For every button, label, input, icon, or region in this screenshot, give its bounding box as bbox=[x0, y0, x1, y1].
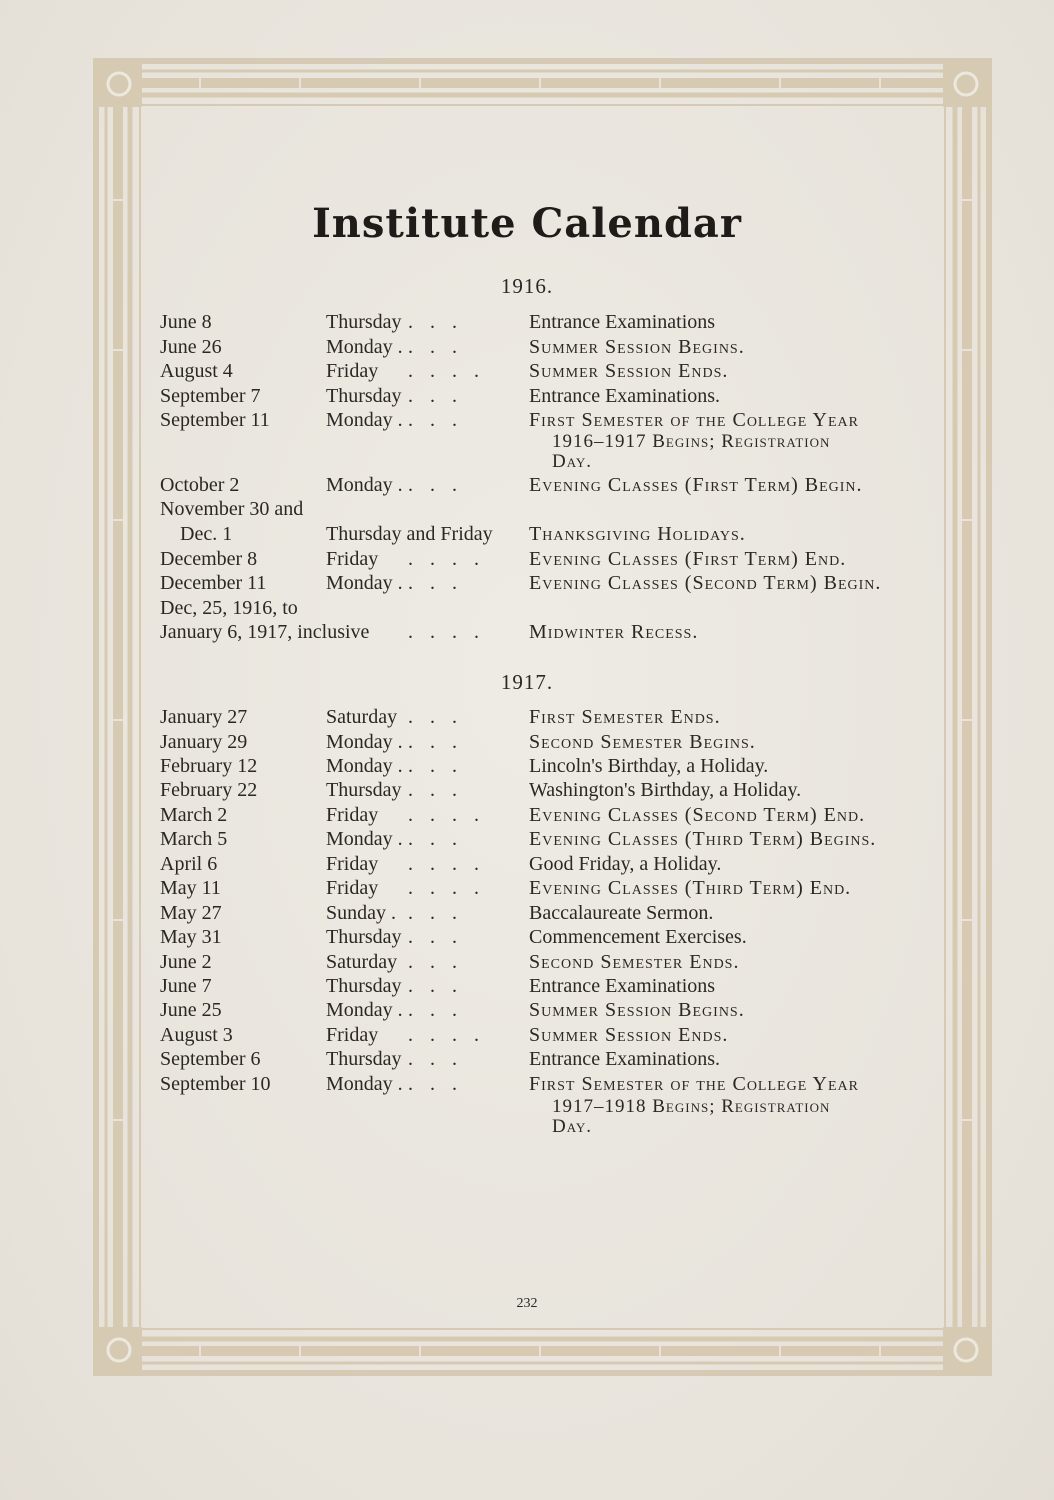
calendar-row bbox=[0, 852, 1054, 876]
day-cell: Thursday bbox=[326, 1048, 402, 1070]
date-cell: January 27 bbox=[160, 706, 248, 728]
event-continuation: 1917–1918 Begins; Registration bbox=[552, 1096, 831, 1117]
calendar-row bbox=[0, 1072, 1054, 1096]
day-cell: Saturday bbox=[326, 706, 398, 728]
day-cell: Thursday bbox=[326, 311, 402, 333]
date-cell: May 11 bbox=[160, 877, 221, 899]
event-cell: Entrance Examinations. bbox=[529, 385, 721, 407]
leader-dots: . . . bbox=[408, 336, 463, 358]
event-cell: Evening Classes (First Term) End. bbox=[529, 548, 847, 570]
event-cell: Second Semester Begins. bbox=[529, 731, 756, 753]
event-cell: Summer Session Ends. bbox=[529, 1024, 729, 1046]
date-cell: October 2 bbox=[160, 474, 240, 496]
date-cell: Dec. 1 bbox=[180, 523, 233, 545]
event-cell: Good Friday, a Holiday. bbox=[529, 853, 722, 875]
leader-dots: . . . bbox=[408, 385, 463, 407]
leader-dots: . . . bbox=[408, 1048, 463, 1070]
date-cell: December 11 bbox=[160, 572, 267, 594]
date-cell: January 29 bbox=[160, 731, 248, 753]
leader-dots: . . . bbox=[408, 572, 463, 594]
calendar-row bbox=[0, 547, 1054, 571]
date-cell: January 6, 1917, inclusive bbox=[160, 621, 370, 643]
day-cell: Friday bbox=[326, 548, 379, 570]
calendar-row bbox=[0, 998, 1054, 1022]
event-cell: Evening Classes (Third Term) Begins. bbox=[529, 828, 877, 850]
date-cell: September 6 bbox=[160, 1048, 261, 1070]
leader-dots: . . . bbox=[408, 926, 463, 948]
day-cell: Thursday bbox=[326, 975, 402, 997]
date-cell: December 8 bbox=[160, 548, 258, 570]
leader-dots: . . . bbox=[408, 474, 463, 496]
event-cell: Lincoln's Birthday, a Holiday. bbox=[529, 755, 769, 777]
day-cell: Monday . bbox=[326, 828, 403, 850]
day-cell: Monday . bbox=[326, 731, 403, 753]
calendar-row bbox=[0, 1047, 1054, 1071]
calendar-row bbox=[0, 827, 1054, 851]
calendar-row bbox=[0, 596, 1054, 620]
event-cell: Commencement Exercises. bbox=[529, 926, 747, 948]
day-cell: Monday . bbox=[326, 409, 403, 431]
event-cell: Midwinter Recess. bbox=[529, 621, 699, 643]
calendar-row bbox=[0, 408, 1054, 432]
leader-dots: . . . bbox=[408, 975, 463, 997]
day-cell: Monday . bbox=[326, 336, 403, 358]
calendar-row bbox=[0, 359, 1054, 383]
date-cell: February 12 bbox=[160, 755, 258, 777]
calendar-row bbox=[0, 1023, 1054, 1047]
event-cell: Washington's Birthday, a Holiday. bbox=[529, 779, 802, 801]
event-continuation: Day. bbox=[552, 451, 593, 472]
day-cell: Friday bbox=[326, 360, 379, 382]
date-cell: August 4 bbox=[160, 360, 233, 382]
leader-dots: . . . bbox=[408, 755, 463, 777]
calendar-row bbox=[0, 473, 1054, 497]
calendar-row bbox=[0, 778, 1054, 802]
event-cell: Summer Session Begins. bbox=[529, 999, 745, 1021]
day-cell: Friday bbox=[326, 1024, 379, 1046]
day-cell: Friday bbox=[326, 853, 379, 875]
day-cell: Monday . bbox=[326, 755, 403, 777]
day-cell: Saturday bbox=[326, 951, 398, 973]
date-cell: November 30 and bbox=[160, 498, 304, 520]
date-cell: February 22 bbox=[160, 779, 258, 801]
event-cell: Evening Classes (Second Term) Begin. bbox=[529, 572, 882, 594]
event-cell: Entrance Examinations. bbox=[529, 1048, 721, 1070]
calendar-row bbox=[0, 730, 1054, 754]
year-heading-1916: 1916. bbox=[500, 274, 554, 298]
calendar-row bbox=[0, 571, 1054, 595]
calendar-row bbox=[0, 901, 1054, 925]
event-cell: Second Semester Ends. bbox=[529, 951, 740, 973]
date-cell: June 25 bbox=[160, 999, 222, 1021]
page-title: Institute Calendar bbox=[312, 200, 742, 247]
calendar-row bbox=[0, 705, 1054, 729]
leader-dots: . . . . bbox=[408, 360, 485, 382]
day-cell: Friday bbox=[326, 804, 379, 826]
event-cell: Evening Classes (Third Term) End. bbox=[529, 877, 852, 899]
date-cell: April 6 bbox=[160, 853, 218, 875]
date-cell: September 10 bbox=[160, 1073, 271, 1095]
leader-dots: . . . bbox=[408, 706, 463, 728]
leader-dots: . . . . bbox=[408, 853, 485, 875]
leader-dots: . . . bbox=[408, 828, 463, 850]
calendar-row bbox=[0, 803, 1054, 827]
leader-dots: . . . bbox=[408, 779, 463, 801]
date-cell: September 7 bbox=[160, 385, 261, 407]
date-cell: Dec, 25, 1916, to bbox=[160, 597, 298, 619]
leader-dots: . . . bbox=[408, 731, 463, 753]
event-cell: Entrance Examinations bbox=[529, 975, 716, 997]
calendar-row bbox=[0, 974, 1054, 998]
leader-dots: . . . . bbox=[408, 804, 485, 826]
leader-dots: . . . bbox=[408, 999, 463, 1021]
day-cell: Monday . bbox=[326, 1073, 403, 1095]
event-cell: Entrance Examinations bbox=[529, 311, 716, 333]
calendar-row bbox=[0, 876, 1054, 900]
day-cell: Monday . bbox=[326, 999, 403, 1021]
day-cell: Thursday bbox=[326, 385, 402, 407]
calendar-row bbox=[0, 950, 1054, 974]
date-cell: March 5 bbox=[160, 828, 228, 850]
event-cell: First Semester of the College Year bbox=[529, 1073, 859, 1095]
event-cell: Thanksgiving Holidays. bbox=[529, 523, 746, 545]
date-cell: June 26 bbox=[160, 336, 222, 358]
leader-dots: . . . bbox=[408, 951, 463, 973]
date-cell: June 7 bbox=[160, 975, 212, 997]
leader-dots: . . . . bbox=[408, 621, 485, 643]
event-cell: First Semester Ends. bbox=[529, 706, 721, 728]
calendar-row bbox=[0, 925, 1054, 949]
leader-dots: . . . . bbox=[408, 548, 485, 570]
event-cell: First Semester of the College Year bbox=[529, 409, 859, 431]
calendar-row bbox=[0, 384, 1054, 408]
date-cell: August 3 bbox=[160, 1024, 233, 1046]
day-cell: Thursday bbox=[326, 926, 402, 948]
calendar-row bbox=[0, 754, 1054, 778]
leader-dots: . . . . bbox=[408, 1024, 485, 1046]
leader-dots: . . . bbox=[408, 311, 463, 333]
date-cell: September 11 bbox=[160, 409, 270, 431]
day-cell: Friday bbox=[326, 877, 379, 899]
leader-dots: . . . bbox=[408, 902, 463, 924]
date-cell: June 2 bbox=[160, 951, 212, 973]
calendar-row bbox=[0, 310, 1054, 334]
page-number: 232 bbox=[516, 1296, 538, 1311]
year-heading-1917: 1917. bbox=[500, 670, 554, 694]
calendar-row bbox=[0, 335, 1054, 359]
calendar-row bbox=[0, 620, 1054, 644]
day-cell: Monday . bbox=[326, 572, 403, 594]
day-cell: Sunday . bbox=[326, 902, 396, 924]
date-cell: May 27 bbox=[160, 902, 222, 924]
event-continuation: Day. bbox=[552, 1116, 593, 1137]
event-cell: Summer Session Ends. bbox=[529, 360, 729, 382]
date-cell: June 8 bbox=[160, 311, 212, 333]
day-cell: Monday . bbox=[326, 474, 403, 496]
calendar-row bbox=[0, 522, 1054, 546]
event-continuation: 1916–1917 Begins; Registration bbox=[552, 431, 831, 452]
date-cell: May 31 bbox=[160, 926, 222, 948]
leader-dots: . . . bbox=[408, 409, 463, 431]
leader-dots: . . . bbox=[408, 1073, 463, 1095]
day-cell: Thursday bbox=[326, 779, 402, 801]
date-cell: March 2 bbox=[160, 804, 228, 826]
leader-dots: . . . . bbox=[408, 877, 485, 899]
event-cell: Evening Classes (First Term) Begin. bbox=[529, 474, 863, 496]
event-cell: Baccalaureate Sermon. bbox=[529, 902, 714, 924]
day-cell: Thursday and Friday bbox=[326, 523, 493, 545]
event-cell: Evening Classes (Second Term) End. bbox=[529, 804, 866, 826]
calendar-row bbox=[0, 497, 1054, 521]
event-cell: Summer Session Begins. bbox=[529, 336, 745, 358]
